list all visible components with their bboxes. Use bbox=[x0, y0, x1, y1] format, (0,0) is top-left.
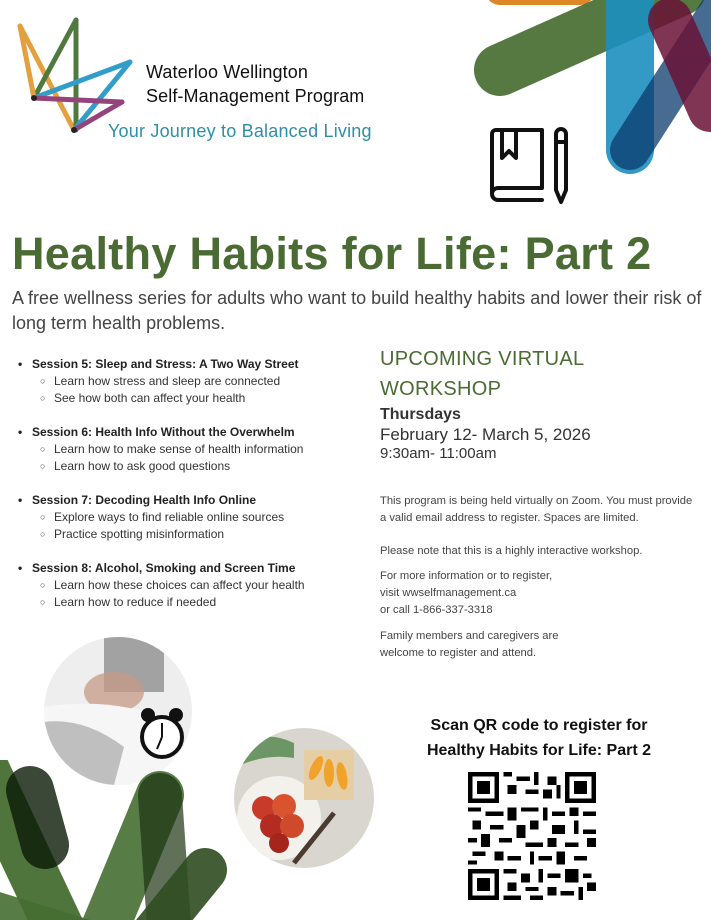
sub-bullet-icon: ○ bbox=[40, 393, 46, 403]
sub-bullet-icon: ○ bbox=[40, 580, 46, 590]
page-subtitle: A free wellness series for adults who want to build healthy habits and lower their risk of long term health problems. bbox=[12, 288, 702, 333]
qr-heading-line1: Scan QR code to register for bbox=[430, 717, 648, 734]
session-point: Learn how these choices can affect your health bbox=[54, 578, 305, 592]
session-point: Learn how to ask good questions bbox=[54, 459, 231, 473]
fruit-photo bbox=[234, 728, 374, 868]
bullet-icon: • bbox=[18, 425, 23, 439]
program-name-line2: Self-Management Program bbox=[146, 86, 365, 106]
session-list bbox=[18, 355, 368, 627]
workshop-time: 9:30am- 11:00am bbox=[380, 445, 497, 462]
workshop-details bbox=[380, 344, 700, 463]
workshop-heading-line1: UPCOMING VIRTUAL bbox=[380, 348, 585, 370]
session-title: Session 7: Decoding Health Info Online bbox=[32, 493, 257, 507]
session-point: Explore ways to find reliable online sources bbox=[54, 510, 285, 524]
session-8 bbox=[18, 559, 368, 611]
interactive-note: Please note that this is a highly interactive workshop. bbox=[380, 545, 643, 557]
session-title: Session 8: Alcohol, Smoking and Screen Time bbox=[32, 561, 296, 575]
decorative-shapes-bottom bbox=[0, 760, 240, 920]
website-link[interactable]: wwselfmanagement.ca bbox=[402, 587, 517, 599]
session-point: Learn how to reduce if needed bbox=[54, 595, 217, 609]
session-5 bbox=[18, 355, 368, 407]
program-logo-icon bbox=[14, 14, 134, 134]
workshop-heading-line2: WORKSHOP bbox=[380, 378, 502, 400]
registration-qr-code[interactable] bbox=[468, 772, 596, 900]
sub-bullet-icon: ○ bbox=[40, 529, 46, 539]
more-info-text: For more information or to register, bbox=[380, 570, 553, 582]
family-note-line2: welcome to register and attend. bbox=[380, 647, 537, 659]
sub-bullet-icon: ○ bbox=[40, 444, 46, 454]
sub-bullet-icon: ○ bbox=[40, 376, 46, 386]
program-tagline: Your Journey to Balanced Living bbox=[108, 121, 372, 141]
sub-bullet-icon: ○ bbox=[40, 597, 46, 607]
page-title: Healthy Habits for Life: Part 2 bbox=[12, 228, 652, 279]
session-point: Practice spotting misinformation bbox=[54, 527, 225, 541]
phone-link[interactable]: 1-866-337-3318 bbox=[412, 604, 493, 616]
zoom-note: This program is being held virtually on Zoom. You must provide a valid email address to register. Spaces are limited. bbox=[380, 495, 693, 524]
session-7 bbox=[18, 491, 368, 543]
qr-heading bbox=[384, 713, 694, 763]
sub-bullet-icon: ○ bbox=[40, 461, 46, 471]
session-title: Session 5: Sleep and Stress: A Two Way Street bbox=[32, 357, 299, 371]
family-note bbox=[380, 628, 700, 662]
workshop-day: Thursdays bbox=[380, 406, 461, 423]
call-text: or call bbox=[380, 604, 413, 616]
session-title: Session 6: Health Info Without the Overwhelm bbox=[32, 425, 295, 439]
qr-heading-line2: Healthy Habits for Life: Part 2 bbox=[426, 742, 652, 759]
sub-bullet-icon: ○ bbox=[40, 512, 46, 522]
session-point: Learn how stress and sleep are connected bbox=[54, 374, 281, 388]
bullet-icon: • bbox=[18, 561, 23, 575]
registration-info bbox=[380, 493, 700, 674]
session-point: See how both can affect your health bbox=[54, 391, 246, 405]
session-6 bbox=[18, 423, 368, 475]
bullet-icon: • bbox=[18, 493, 23, 507]
visit-text: visit bbox=[380, 587, 403, 599]
program-name-line1: Waterloo Wellington bbox=[146, 62, 308, 82]
bullet-icon: • bbox=[18, 357, 23, 371]
workshop-dates: February 12- March 5, 2026 bbox=[380, 425, 591, 444]
session-point: Learn how to make sense of health information bbox=[54, 442, 304, 456]
workshop-heading bbox=[380, 344, 700, 404]
contact-info bbox=[380, 568, 700, 619]
book-with-pencil-icon bbox=[484, 120, 574, 210]
program-name bbox=[146, 60, 364, 108]
family-note-line1: Family members and caregivers are bbox=[380, 630, 559, 642]
